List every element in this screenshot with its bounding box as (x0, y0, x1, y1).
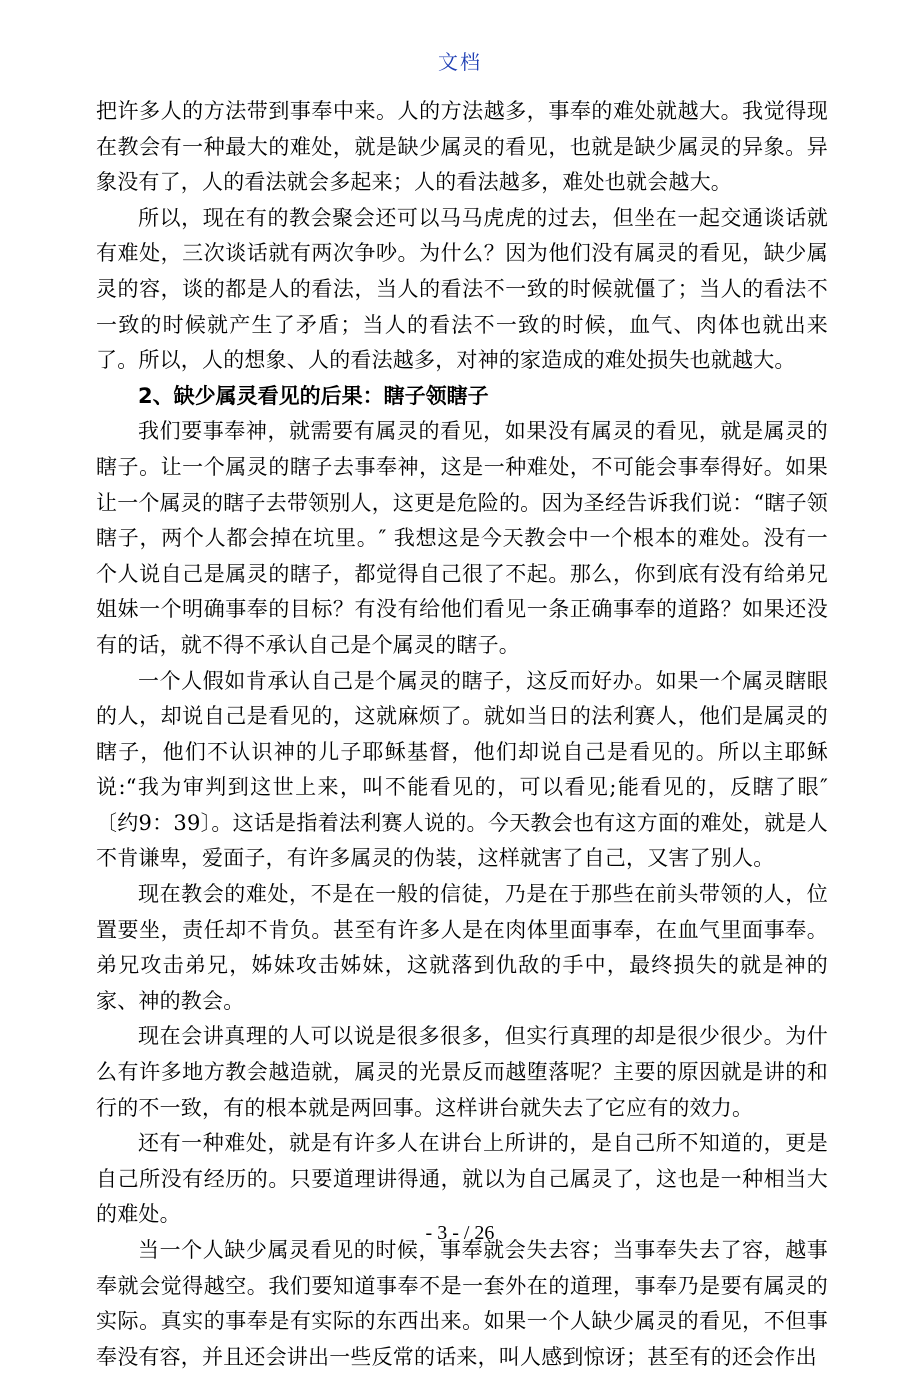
paragraph-8: 当一个人缺少属灵看见的时候，事奉就会失去容；当事奉失去了容，越事奉就会觉得越空。我们要知道事奉不是一套外在的道理，事奉乃是要有属灵的实际。真实的事奉是有实际的东西出来。如果一个人缺少属灵的看见，不但事奉没有容，并且还会讲出一些反常的话来，叫人感到惊讶；甚至有的还会作出 (96, 1238, 828, 1369)
paragraph-6: 现在会讲真理的人可以说是很多很多，但实行真理的却是很少很少。为什么有许多地方教会越造就，属灵的光景反而越堕落呢？主要的原因就是讲的和行的不一致，有的根本就是两回事。这样讲台就失去了它应有的效力。 (96, 1024, 828, 1120)
paragraph-5: 现在教会的难处，不是在一般的信徒，乃是在于那些在前头带领的人，位置要坐，责任却不肯负。甚至有许多人是在肉体里面事奉，在血气里面事奉。弟兄攻击弟兄，姊妹攻击姊妹，这就落到仇敌的手中，最终损失的就是神的家、神的教会。 (96, 882, 828, 1013)
paragraph-3: 我们要事奉神，就需要有属灵的看见，如果没有属灵的看见，就是属灵的瞎子。让一个属灵的瞎子去事奉神，这是一种难处，不可能会事奉得好。如果让一个属灵的瞎子去带领别人，这更是危险的。因为圣经告诉我们说：“瞎子领瞎子，两个人都会掉在坑里。″ 我想这是今天教会中一个根本的难处。没有一个人说自己是属灵的瞎子，都觉得自己很了不起。那么，你到底有没有给弟兄姐妹一个明确事奉的目标？有没有给他们看见一条正确事奉的道路？如果还没有的话，就不得不承认自己是个属灵的瞎子。 (96, 419, 828, 657)
section-heading: 2、缺少属灵看见的后果：瞎子领瞎子 (138, 383, 489, 408)
document-body (96, 94, 828, 1375)
page-number: - 3 - / 26 (425, 1222, 495, 1244)
paragraph-7: 还有一种难处，就是有许多人在讲台上所讲的，是自己所不知道的，更是自己所没有经历的。只要道理讲得通，就以为自己属灵了，这也是一种相当大的难处。 (96, 1131, 828, 1227)
header-title: 文档 (438, 50, 482, 74)
paragraph-1: 把许多人的方法带到事奉中来。人的方法越多，事奉的难处就越大。我觉得现在教会有一种最大的难处，就是缺少属灵的看见，也就是缺少属灵的异象。异象没有了，人的看法就会多起来；人的看法越多，难处也就会越大。 (96, 99, 828, 195)
paragraph-4: 一个人假如肯承认自己是个属灵的瞎子，这反而好办。如果一个属灵瞎眼的人，却说自己是看见的，这就麻烦了。就如当日的法利赛人，他们是属灵的瞎子，他们不认识神的儿子耶稣基督，他们却说自己是看见的。所以主耶稣说:“我为审判到这世上来，叫不能看见的，可以看见;能看见的，反瞎了眼″〔约9：39〕。这话是指着法利赛人说的。今天教会也有这方面的难处，就是人不肯谦卑，爱面子，有许多属灵的伪装，这样就害了自己，又害了别人。 (96, 668, 828, 871)
paragraph-2: 所以，现在有的教会聚会还可以马马虎虎的过去，但坐在一起交通谈话就有难处，三次谈话就有两次争吵。为什么？因为他们没有属灵的看见，缺少属灵的容，谈的都是人的看法，当人的看法不一致的时候就僵了；当人的看法不一致的时候就产生了矛盾；当人的看法不一致的时候，血气、肉体也就出来了。所以，人的想象、人的看法越多，对神的家造成的难处损失也就越大。 (96, 205, 828, 373)
